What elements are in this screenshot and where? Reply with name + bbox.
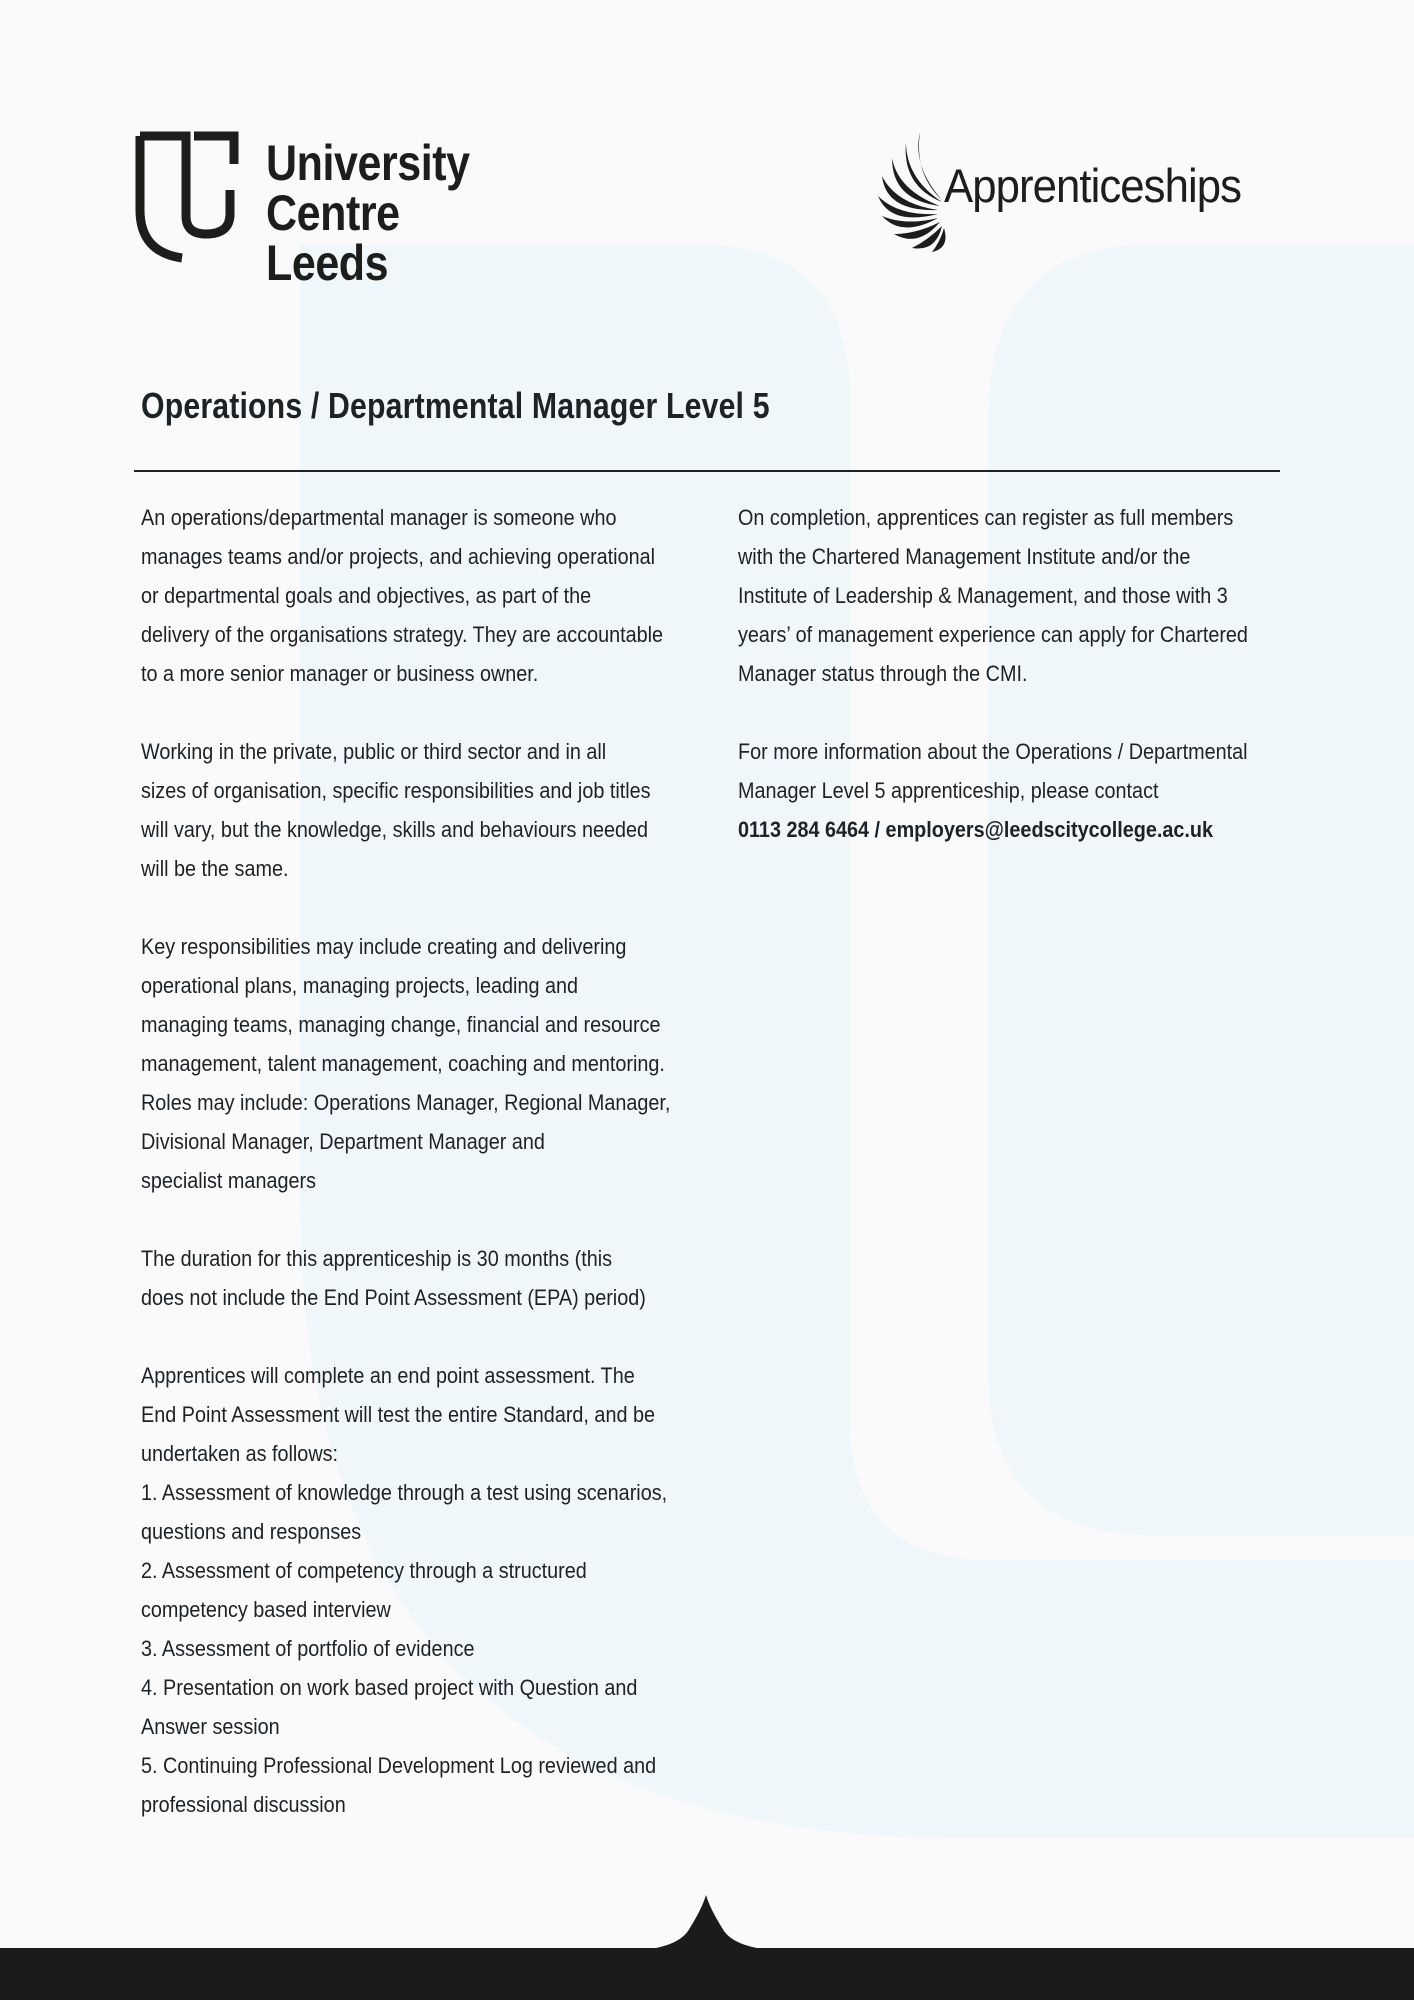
right-paragraph — [738, 732, 1298, 849]
text-line: Manager status through the CMI. — [738, 661, 1028, 686]
left-paragraph — [141, 1356, 701, 1824]
text-line: will vary, but the knowledge, skills and behaviours needed — [141, 817, 649, 842]
text-line: 5. Continuing Professional Development Log reviewed and — [141, 1753, 657, 1778]
title-divider — [134, 470, 1280, 472]
contact-line — [738, 810, 1242, 849]
university-centre-leeds-logo — [134, 130, 554, 291]
text-line: sizes of organisation, specific responsibilities and job titles — [141, 778, 651, 803]
footer-peak — [620, 1895, 794, 1951]
text-line: Roles may include: Operations Manager, Regional Manager, — [141, 1090, 671, 1115]
text-line: questions and responses — [141, 1519, 362, 1544]
text-line: Manager Level 5 apprenticeship, please contact — [738, 778, 1159, 803]
text-line: undertaken as follows: — [141, 1441, 339, 1466]
text-line: operational plans, managing projects, leading and — [141, 973, 579, 998]
left-column — [141, 498, 701, 1863]
right-column — [738, 498, 1298, 888]
text-line: Apprentices will complete an end point assessment. The — [141, 1363, 635, 1388]
text-line: 4. Presentation on work based project with Question and — [141, 1675, 638, 1700]
left-paragraph — [141, 498, 701, 693]
ucl-line-2: Centre Leeds — [266, 185, 400, 291]
text-line: End Point Assessment will test the entire Standard, and be — [141, 1402, 655, 1427]
text-line: with the Chartered Management Institute and/or the — [738, 544, 1191, 569]
apprenticeships-wordmark: Apprenticeships — [944, 159, 1242, 212]
contact-email-link[interactable]: employers@leedscitycollege.ac.uk — [885, 817, 1214, 842]
ucl-wordmark — [266, 135, 514, 291]
contact-phone[interactable]: 0113 284 6464 — [738, 817, 870, 842]
left-paragraph — [141, 1239, 701, 1317]
text-line: managing teams, managing change, financial and resource — [141, 1012, 661, 1037]
text-line: An operations/departmental manager is someone who — [141, 505, 617, 530]
text-line: For more information about the Operations / Departmental — [738, 739, 1248, 764]
footer-band — [0, 1948, 1414, 2000]
text-line: The duration for this apprenticeship is 30 months (this — [141, 1246, 613, 1271]
text-line: to a more senior manager or business owner. — [141, 661, 539, 686]
text-line: 2. Assessment of competency through a structured — [141, 1558, 587, 1583]
text-line: Divisional Manager, Department Manager and — [141, 1129, 545, 1154]
contact-separator: / — [869, 817, 886, 842]
page-title: Operations / Departmental Manager Level 5 — [141, 385, 770, 426]
text-line: Working in the private, public or third sector and in all — [141, 739, 607, 764]
text-line: will be the same. — [141, 856, 289, 881]
text-line: delivery of the organisations strategy. They are accountable — [141, 622, 664, 647]
ucl-line-1: University — [266, 135, 470, 191]
text-line: On completion, apprentices can register as full members — [738, 505, 1234, 530]
text-line: 3. Assessment of portfolio of evidence — [141, 1636, 475, 1661]
text-line: Answer session — [141, 1714, 280, 1739]
text-line: 1. Assessment of knowledge through a test using scenarios, — [141, 1480, 668, 1505]
text-line: years’ of management experience can apply for Chartered — [738, 622, 1248, 647]
left-paragraph — [141, 927, 701, 1200]
text-line: does not include the End Point Assessment (EPA) period) — [141, 1285, 646, 1310]
text-line: specialist managers — [141, 1168, 316, 1193]
left-paragraph — [141, 732, 701, 888]
text-line: Key responsibilities may include creating and delivering — [141, 934, 627, 959]
right-paragraph — [738, 498, 1298, 693]
apprenticeships-logo — [876, 130, 1276, 254]
text-line: Institute of Leadership & Management, and those with 3 — [738, 583, 1228, 608]
text-line: professional discussion — [141, 1792, 346, 1817]
text-line: or departmental goals and objectives, as part of the — [141, 583, 592, 608]
text-line: competency based interview — [141, 1597, 391, 1622]
text-line: manages teams and/or projects, and achieving operational — [141, 544, 656, 569]
ucl-emblem-icon — [134, 130, 244, 266]
text-line: management, talent management, coaching and mentoring. — [141, 1051, 665, 1076]
